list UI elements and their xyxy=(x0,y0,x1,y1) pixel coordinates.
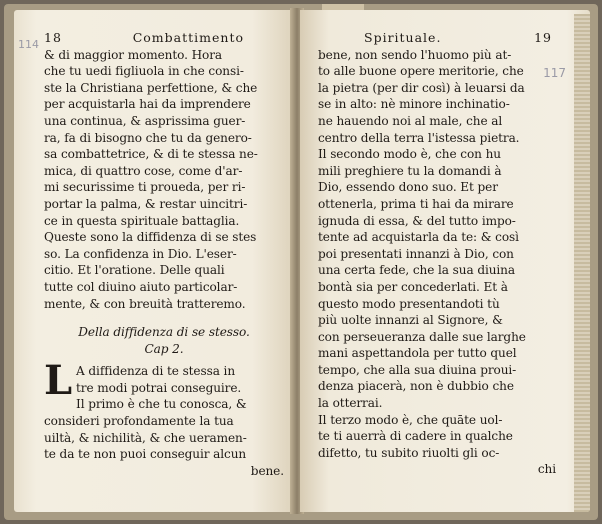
chapter-title: Della diffidenza di se stesso. xyxy=(78,325,250,340)
text-line: una continua, & asprissima guer- xyxy=(44,113,246,128)
text-line: ignuda di essa, & del tutto impo- xyxy=(318,213,516,228)
text-line: più uolte innanzi al Signore, & xyxy=(318,313,503,328)
text-line: la otterrai. xyxy=(318,396,383,411)
text-line: denza piacerà, non è dubbio che xyxy=(318,379,514,394)
text-line: per acquistarla hai da imprendere xyxy=(44,97,251,112)
text-line: che tu uedi figliuola in che consi- xyxy=(44,64,244,79)
text-line: Il secondo modo è, che con hu xyxy=(318,147,501,162)
text-line: la pietra (per dir così) à leuarsi da xyxy=(318,80,525,95)
left-page-text xyxy=(44,30,284,479)
text-line: A diffidenza di te stessa in xyxy=(76,364,236,379)
text-line: ce in questa spirituale battaglia. xyxy=(44,213,240,228)
text-line: te ti auerrà di cadere in qualche xyxy=(318,429,513,444)
page-number-left: 18 xyxy=(44,30,62,45)
text-line: tutte col diuino aiuto particolar- xyxy=(44,279,238,294)
text-line: & di maggior momento. Hora xyxy=(44,47,222,62)
text-line: so. La confidenza in Dio. L'eser- xyxy=(44,246,237,261)
text-line: Il primo è che tu conosca, & xyxy=(76,397,247,412)
text-line: mica, di quattro cose, come d'ar- xyxy=(44,163,243,178)
chapter-number: Cap 2. xyxy=(144,341,184,356)
right-running-header xyxy=(318,30,556,47)
text-line: mili preghiere tu la domandi à xyxy=(318,163,502,178)
right-page-text xyxy=(318,30,556,478)
text-line: mente, & con breuità tratteremo. xyxy=(44,296,246,311)
text-line: chi xyxy=(537,462,556,477)
page-edges xyxy=(574,14,590,512)
text-line: Queste sono la diffidenza di se stes xyxy=(44,230,257,245)
text-line: con perseueranza dalle sue larghe xyxy=(318,329,526,344)
text-line: Dio, essendo dono suo. Et per xyxy=(318,180,498,195)
drop-cap: L xyxy=(44,357,73,405)
right-body xyxy=(318,47,556,478)
text-line: portar la palma, & restar uincitri- xyxy=(44,196,248,211)
text-line: tente ad acquistarla da te: & così xyxy=(318,230,519,245)
left-body xyxy=(44,47,284,313)
right-page xyxy=(300,10,590,512)
text-line: poi presentati innanzi à Dio, con xyxy=(318,246,514,261)
text-line: tempo, che alla sua diuina proui- xyxy=(318,362,517,377)
text-line: mani aspettandola per tutto quel xyxy=(318,346,517,361)
text-line: consideri profondamente la tua xyxy=(44,414,234,429)
text-line: Il terzo modo è, che quāte uol- xyxy=(318,412,503,427)
left-page xyxy=(14,10,294,512)
running-title-right: Spirituale. xyxy=(364,30,442,45)
page-number-right: 19 xyxy=(534,30,552,45)
text-line: ste la Christiana perfettione, & che xyxy=(44,80,258,95)
text-line: difetto, tu subito riuolti gli oc- xyxy=(318,445,500,460)
text-line: mi securissime ti proueda, per ri- xyxy=(44,180,246,195)
text-line: uiltà, & nichilità, & che ueramen- xyxy=(44,430,247,445)
text-line: bene. xyxy=(250,463,284,478)
pencil-note-left: 114 xyxy=(18,38,39,51)
text-line: sa combattetrice, & di te stessa ne- xyxy=(44,147,258,162)
text-line: ra, fa di bisogno che tu da genero- xyxy=(44,130,252,145)
open-book xyxy=(4,4,598,520)
left-running-header xyxy=(44,30,284,47)
text-line: ottenerla, prima ti hai da mirare xyxy=(318,196,514,211)
text-line: citio. Et l'oratione. Delle quali xyxy=(44,263,225,278)
text-line: centro della terra l'istessa pietra. xyxy=(318,130,520,145)
pencil-note-right: 117 xyxy=(543,66,566,80)
text-line: to alle buone opere meritorie, che xyxy=(318,64,524,79)
text-line: questo modo presentandoti tù xyxy=(318,296,500,311)
text-line: bontà sia per concederlati. Et à xyxy=(318,279,508,294)
text-line: una certa fede, che la sua diuina xyxy=(318,263,515,278)
text-line: ne hauendo noi al male, che al xyxy=(318,113,503,128)
text-line: se in alto: nè minore inchinatio- xyxy=(318,97,510,112)
chapter-body xyxy=(44,357,284,479)
text-line: tre modi potrai conseguire. xyxy=(76,380,242,395)
text-line: te da te non puoi conseguir alcun xyxy=(44,447,247,462)
running-title-left: Combattimento xyxy=(132,30,244,45)
text-line: bene, non sendo l'huomo più at- xyxy=(318,47,512,62)
